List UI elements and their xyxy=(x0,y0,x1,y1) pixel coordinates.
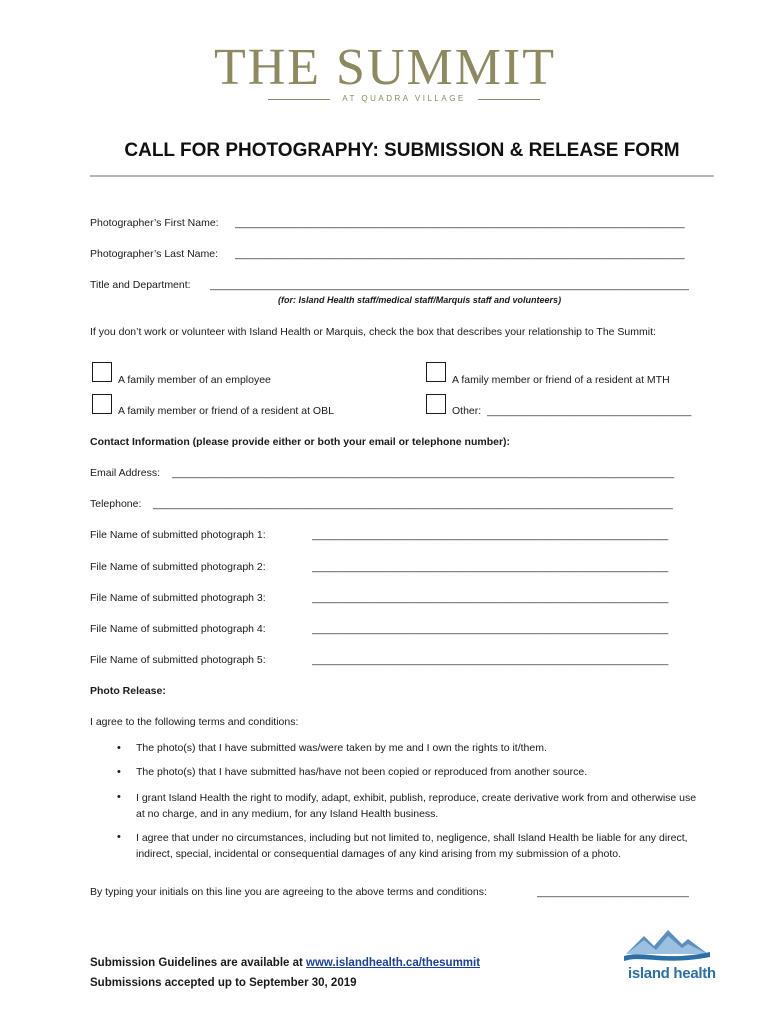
option-family-resident-mth-label: A family member or friend of a resident at MTH xyxy=(452,374,670,386)
bullet-dot: • xyxy=(117,791,121,803)
first-name-label: Photographer’s First Name: xyxy=(90,217,219,229)
photo-1-label: File Name of submitted photograph 1: xyxy=(90,529,266,541)
term-4: I agree that under no circumstances, including but not limited to, negligence, shall Island Health be liable for any direct, indirect, special, incidental or consequential damages of any kind arising from my submission of a photo. xyxy=(136,832,688,860)
relationship-prompt: If you don’t work or volunteer with Island Health or Marquis, check the box that describes your relationship to The Summit: xyxy=(90,326,656,338)
logo-divider-right xyxy=(478,99,540,100)
last-name-field[interactable]: _____________________________________________________________________________ xyxy=(235,248,685,260)
title-department-field[interactable]: __________________________________________________________________________________ xyxy=(210,279,689,291)
telephone-label: Telephone: xyxy=(90,498,142,510)
guidelines-line xyxy=(90,955,480,971)
email-field[interactable]: ______________________________________________________________________________________ xyxy=(172,467,675,479)
term-3: I grant Island Health the right to modify, adapt, exhibit, publish, reproduce, create derivative work from and otherwise use at no charge, and in any medium, for any Island Health business. xyxy=(136,792,697,820)
photo-4-field[interactable]: _____________________________________________________________ xyxy=(312,623,669,635)
initials-label: By typing your initials on this line you are agreeing to the above terms and conditions: xyxy=(90,886,487,898)
form-title: CALL FOR PHOTOGRAPHY: SUBMISSION & RELEASE FORM xyxy=(124,140,680,161)
summit-logo-title: THE SUMMIT xyxy=(213,39,557,96)
initials-field[interactable]: __________________________ xyxy=(537,886,689,898)
first-name-field[interactable]: _____________________________________________________________________________ xyxy=(235,217,685,229)
photo-3-field[interactable]: _____________________________________________________________ xyxy=(312,592,669,604)
photo-2-label: File Name of submitted photograph 2: xyxy=(90,561,266,573)
title-department-note: (for: Island Health staff/medical staff/Marquis staff and volunteers) xyxy=(278,295,562,305)
last-name-label: Photographer’s Last Name: xyxy=(90,248,219,260)
island-health-logo-text: island health xyxy=(628,965,716,982)
release-heading: Photo Release: xyxy=(90,685,166,697)
telephone-field[interactable]: _________________________________________________________________________________________ xyxy=(153,498,673,510)
logo-divider-left xyxy=(268,99,330,100)
photo-5-label: File Name of submitted photograph 5: xyxy=(90,654,266,666)
photo-3-label: File Name of submitted photograph 3: xyxy=(90,592,266,604)
other-field[interactable]: ___________________________________ xyxy=(487,405,692,417)
checkbox-other[interactable] xyxy=(426,394,446,414)
title-divider xyxy=(90,175,714,177)
checkbox-family-resident-mth[interactable] xyxy=(426,362,446,382)
summit-logo-subtitle-block xyxy=(268,92,540,106)
release-intro: I agree to the following terms and conditions: xyxy=(90,716,299,728)
term-1: The photo(s) that I have submitted was/were taken by me and I own the rights to it/them. xyxy=(136,742,547,754)
checkbox-family-employee[interactable] xyxy=(92,362,112,382)
bullet-dot: • xyxy=(117,742,121,754)
photo-2-field[interactable]: _____________________________________________________________ xyxy=(312,561,669,573)
term-2: The photo(s) that I have submitted has/have not been copied or reproduced from another source. xyxy=(136,766,588,778)
photo-1-field[interactable]: _____________________________________________________________ xyxy=(312,529,669,541)
option-family-resident-obl-label: A family member or friend of a resident at OBL xyxy=(118,405,334,417)
bullet-dot: • xyxy=(117,766,121,778)
summit-logo-subtitle: AT QUADRA VILLAGE xyxy=(342,94,466,103)
island-health-mountains-icon xyxy=(624,926,710,966)
option-other-label: Other: xyxy=(452,405,482,417)
checkbox-family-resident-obl[interactable] xyxy=(92,394,112,414)
email-label: Email Address: xyxy=(90,467,161,479)
guidelines-link[interactable]: www.islandhealth.ca/thesummit xyxy=(306,957,481,969)
contact-heading: Contact Information (please provide either or both your email or telephone number): xyxy=(90,436,511,448)
bullet-dot: • xyxy=(117,831,121,843)
photo-5-field[interactable]: _____________________________________________________________ xyxy=(312,654,669,666)
title-department-label: Title and Department: xyxy=(90,279,191,291)
photo-4-label: File Name of submitted photograph 4: xyxy=(90,623,266,635)
deadline-text: Submissions accepted up to September 30, 2019 xyxy=(90,977,357,989)
guidelines-text: Submission Guidelines are available at xyxy=(90,957,307,969)
option-family-employee-label: A family member of an employee xyxy=(118,374,271,386)
